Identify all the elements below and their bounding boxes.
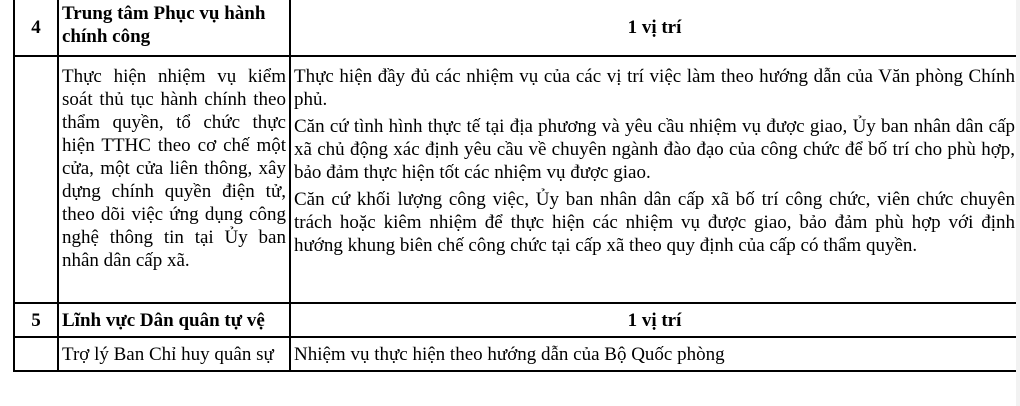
role-title: Trợ lý Ban Chỉ huy quân sự <box>58 337 290 371</box>
role-title: Thực hiện nhiệm vụ kiểm soát thủ tục hành chính theo thẩm quyền, tổ chức thực hiện TTHC theo cơ chế một cửa, một cửa liên thông, xây dựng chính quyền điện tử, theo dõi việc ứng dụng công nghệ thông tin tại Ủy ban nhân dân cấp xã. <box>58 56 290 303</box>
section-title: Trung tâm Phục vụ hành chính công <box>58 0 290 56</box>
table-row-section-4 <box>14 0 1019 56</box>
section-title: Lĩnh vực Dân quân tự vệ <box>58 303 290 337</box>
job-position-table <box>13 0 1020 372</box>
role-description: Nhiệm vụ thực hiện theo hướng dẫn của Bộ Quốc phòng <box>290 337 1019 371</box>
table-cell <box>14 56 58 303</box>
table-row-role-5 <box>14 337 1019 371</box>
table-row-section-5 <box>14 303 1019 337</box>
table-cell <box>14 337 58 371</box>
description-paragraph: Căn cứ tình hình thực tế tại địa phương và yêu cầu nhiệm vụ được giao, Ủy ban nhân dân cấp xã chủ động xác định yêu cầu về chuyên ngành đào đạo của công chức để bố trí cho phù hợp, bảo đảm thực hiện tốt các nhiệm vụ được giao. <box>294 116 1015 183</box>
table-row-role-4 <box>14 56 1019 303</box>
description-paragraph: Căn cứ khối lượng công việc, Ủy ban nhân dân cấp xã bố trí công chức, viên chức chuyên trách hoặc kiêm nhiệm để thực hiện các nhiệm vụ được giao, bảo đảm phù hợp với định hướng khung biên chế công chức tại cấp xã theo quy định của cấp có thẩm quyền. <box>294 189 1015 256</box>
row-number: 5 <box>14 303 58 337</box>
position-count: 1 vị trí <box>290 0 1019 56</box>
scrollbar-edge <box>1016 0 1020 406</box>
position-count: 1 vị trí <box>290 303 1019 337</box>
row-number: 4 <box>14 0 58 56</box>
description-paragraph: Thực hiện đầy đủ các nhiệm vụ của các vị trí việc làm theo hướng dẫn của Văn phòng Chính phủ. <box>294 66 1015 110</box>
role-description <box>290 56 1019 303</box>
